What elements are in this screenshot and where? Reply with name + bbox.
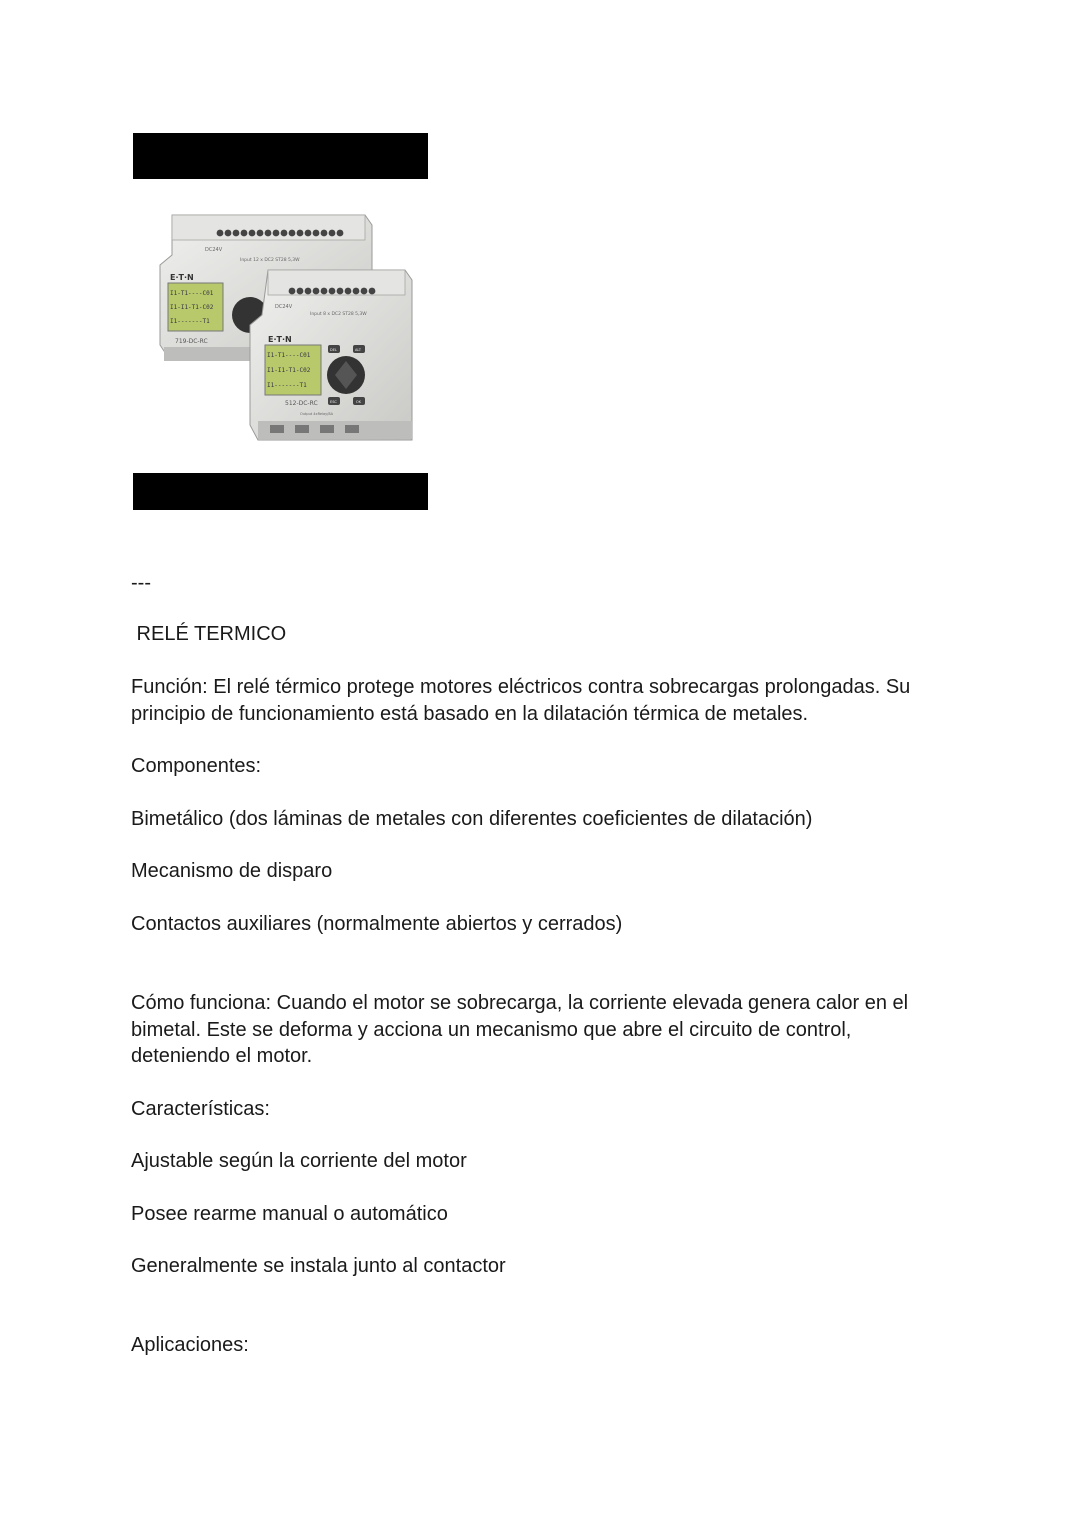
separator: --- xyxy=(131,572,151,594)
small-lcd-line-2: I1-I1-T1-C02 xyxy=(267,367,311,374)
aplicaciones-heading: Aplicaciones: xyxy=(131,1334,249,1356)
componente-item: Contactos auxiliares (normalmente abiertos y cerrados) xyxy=(131,913,623,935)
small-button-alt: ALT xyxy=(355,348,362,352)
caracteristica-item: Posee rearme manual o automático xyxy=(131,1203,448,1225)
small-button-ok: OK xyxy=(356,400,362,404)
small-lcd-line-1: I1-T1----C01 xyxy=(267,352,311,359)
large-lcd-line-3: I1-------T1 xyxy=(170,318,210,325)
plc-module-small xyxy=(250,270,412,440)
large-brand-label: E·T·N xyxy=(170,273,194,282)
small-button-esc: ESC xyxy=(330,400,337,404)
caracteristicas-heading: Características: xyxy=(131,1098,270,1120)
componente-item: Bimetálico (dos láminas de metales con diferentes coeficientes de dilatación) xyxy=(131,808,813,830)
small-input-label: Input 8 x DC2 ST28 5,3W xyxy=(310,312,367,317)
small-output-label: Output 4xRelay/8A xyxy=(300,412,333,416)
como-funciona-paragraph: Cómo funciona: Cuando el motor se sobrecarga, la corriente elevada genera calor en el bimetal. Este se deforma y acciona un mecanismo que abre el circuito de control, deteniendo el motor. xyxy=(131,992,909,1067)
redaction-bar-bottom xyxy=(133,473,428,510)
plc-relay-image xyxy=(150,195,415,455)
large-lcd-line-2: I1-I1-T1-C02 xyxy=(170,304,214,311)
caracteristica-item: Generalmente se instala junto al contactor xyxy=(131,1255,506,1277)
large-model-label: 719-DC-RC xyxy=(175,338,208,345)
small-brand-label: E·T·N xyxy=(268,335,292,344)
componentes-heading: Componentes: xyxy=(131,755,262,777)
small-lcd-line-3: I1-------T1 xyxy=(267,382,307,389)
small-button-del: DEL xyxy=(330,348,337,352)
large-lcd-line-1: I1-T1----C01 xyxy=(170,290,214,297)
redaction-bar-top xyxy=(133,133,428,179)
large-input-label: Input 12 x DC2 ST28 5,3W xyxy=(240,258,300,263)
small-model-label: 512-DC-RC xyxy=(285,400,318,407)
section-title: RELÉ TERMICO xyxy=(131,623,287,645)
large-power-label: DC24V xyxy=(205,247,223,253)
small-power-label: DC24V xyxy=(275,304,293,310)
componente-item: Mecanismo de disparo xyxy=(131,860,333,882)
caracteristica-item: Ajustable según la corriente del motor xyxy=(131,1150,467,1172)
funcion-paragraph: Función: El relé térmico protege motores eléctricos contra sobrecargas prolongadas. Su principio de funcionamiento está basado en la dilatación térmica de metales. xyxy=(131,676,911,725)
